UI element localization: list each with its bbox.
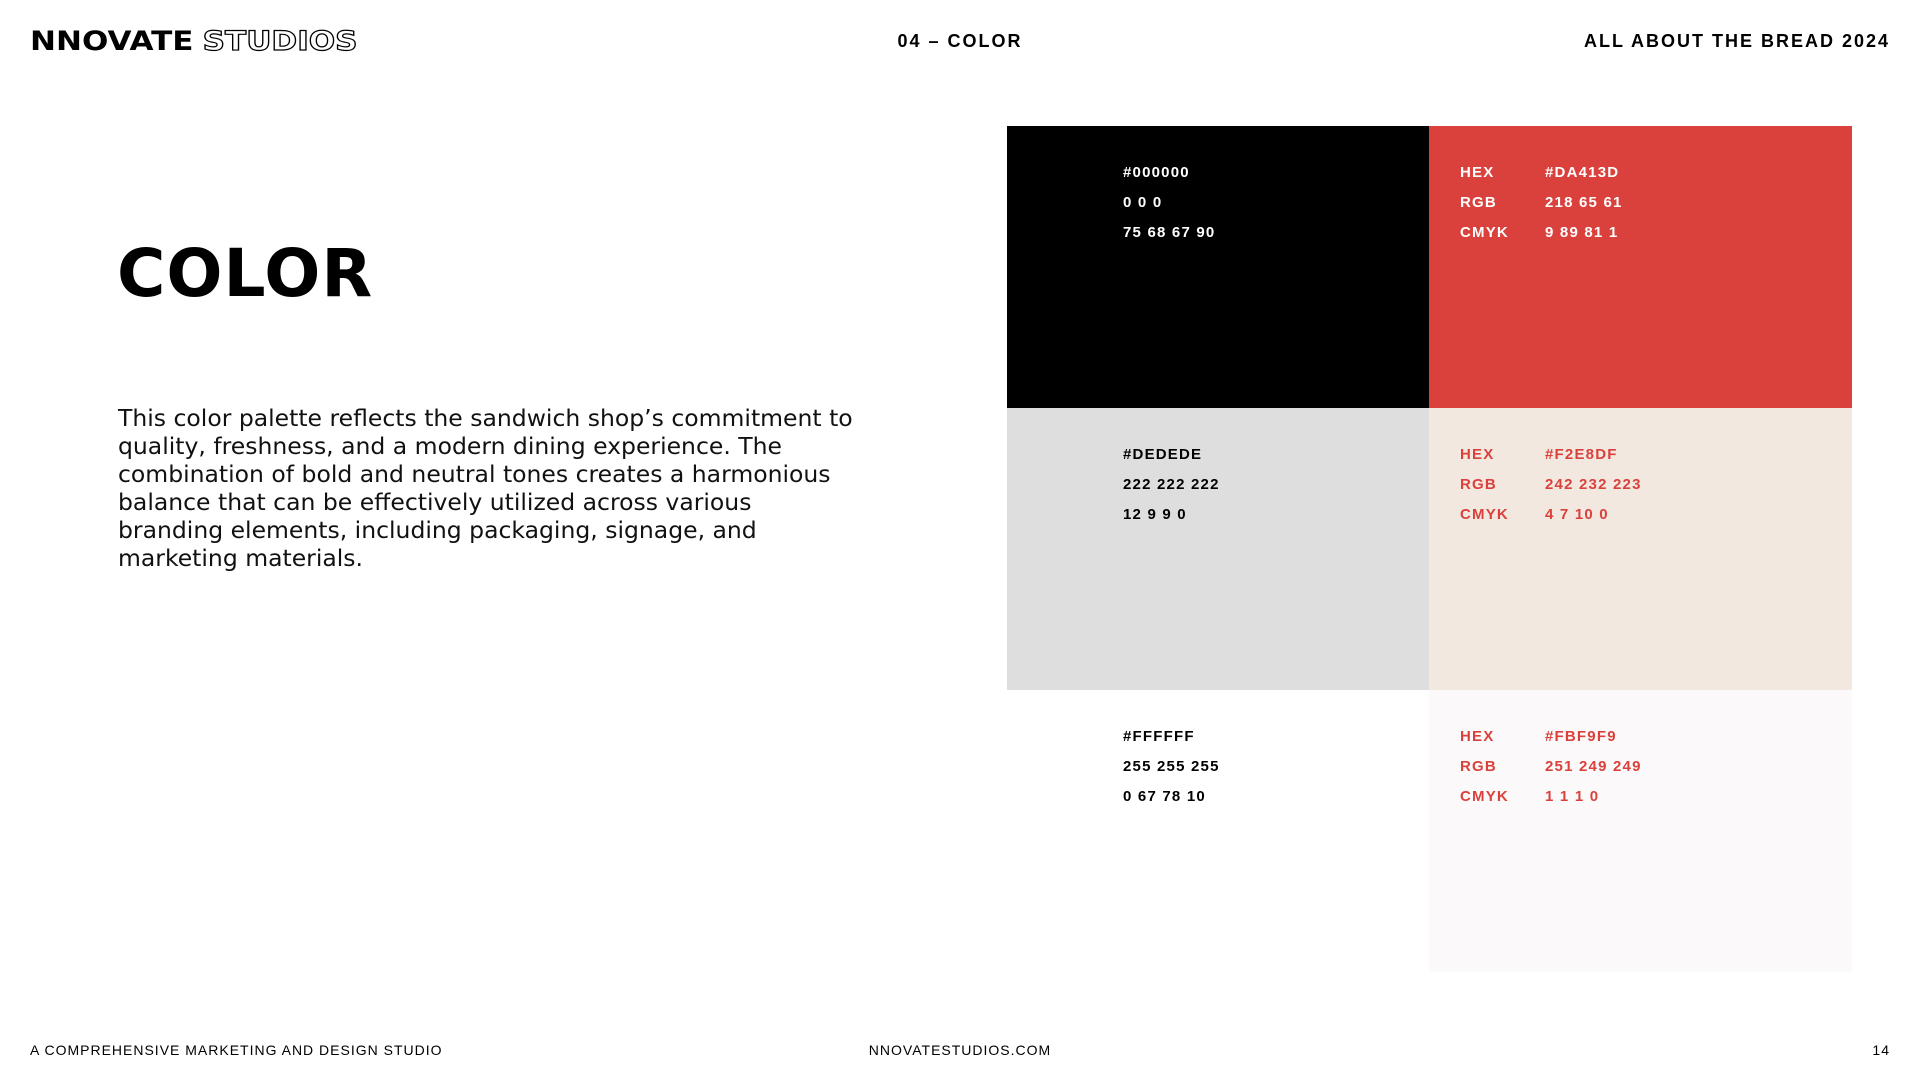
swatch-cmyk-value: 9 89 81 1 [1545, 223, 1619, 241]
swatch-hex-row [1123, 157, 1429, 187]
hex-label: HEX [1460, 445, 1495, 463]
swatch-cmyk-value: 1 1 1 0 [1545, 787, 1600, 805]
swatch-rgb-value: 251 249 249 [1545, 757, 1642, 775]
swatch-rgb-value: 222 222 222 [1123, 475, 1220, 493]
swatch-rgb-row [1460, 751, 1852, 781]
swatch-hex-value: #FBF9F9 [1545, 727, 1617, 745]
swatch-black [1007, 126, 1429, 408]
swatch-cmyk-row [1460, 217, 1852, 247]
page-header [30, 26, 1890, 56]
swatch-rgb-row [1460, 469, 1852, 499]
swatch-rgb-row [1123, 751, 1429, 781]
page-number: 14 [1872, 1042, 1890, 1058]
swatch-hex-row [1460, 157, 1852, 187]
brand-logo-outline: STUDIOS [202, 25, 358, 57]
swatch-white [1007, 690, 1429, 972]
swatch-rgb-value: 242 232 223 [1545, 475, 1642, 493]
swatch-cmyk-value: 12 9 9 0 [1123, 505, 1187, 523]
swatch-cmyk-value: 0 67 78 10 [1123, 787, 1206, 805]
swatch-hex-value: #F2E8DF [1545, 445, 1618, 463]
swatch-rgb-value: 218 65 61 [1545, 193, 1623, 211]
section-label: 04 – COLOR [897, 30, 1023, 51]
swatch-rgb-value: 255 255 255 [1123, 757, 1220, 775]
swatch-hex-row [1123, 721, 1429, 751]
brand-logo [30, 26, 358, 57]
swatch-hex-row [1460, 439, 1852, 469]
swatch-cmyk-row [1460, 781, 1852, 811]
rgb-label: RGB [1460, 757, 1497, 775]
color-palette-grid [1007, 126, 1852, 972]
rgb-label: RGB [1460, 193, 1497, 211]
document-title: ALL ABOUT THE BREAD 2024 [1583, 30, 1890, 51]
rgb-label: RGB [1460, 475, 1497, 493]
swatch-hex-row [1460, 721, 1852, 751]
hex-label: HEX [1460, 163, 1495, 181]
swatch-rgb-value: 0 0 0 [1123, 193, 1163, 211]
footer-tagline: A COMPREHENSIVE MARKETING AND DESIGN STUDIO [30, 1042, 443, 1058]
swatch-cmyk-value: 4 7 10 0 [1545, 505, 1609, 523]
swatch-rgb-row [1123, 469, 1429, 499]
brand-logo-strong: NNOVATE [30, 25, 194, 57]
cmyk-label: CMYK [1460, 223, 1509, 241]
swatch-hex-value: #DA413D [1545, 163, 1620, 181]
swatch-light-gray [1007, 408, 1429, 690]
footer-website: NNOVATESTUDIOS.COM [868, 1042, 1052, 1058]
swatch-cmyk-value: 75 68 67 90 [1123, 223, 1216, 241]
page-heading: COLOR [117, 235, 374, 312]
swatch-rgb-row [1460, 187, 1852, 217]
swatch-rgb-row [1123, 187, 1429, 217]
swatch-cmyk-row [1460, 499, 1852, 529]
swatch-hex-row [1123, 439, 1429, 469]
page-footer [30, 1038, 1890, 1062]
swatch-off-white [1429, 690, 1852, 972]
swatch-hex-value: #FFFFFF [1123, 727, 1195, 745]
swatch-hex-value: #000000 [1123, 163, 1190, 181]
cmyk-label: CMYK [1460, 505, 1509, 523]
swatch-cmyk-row [1123, 781, 1429, 811]
swatch-cmyk-row [1123, 499, 1429, 529]
swatch-beige [1429, 408, 1852, 690]
swatch-cmyk-row [1123, 217, 1429, 247]
hex-label: HEX [1460, 727, 1495, 745]
cmyk-label: CMYK [1460, 787, 1509, 805]
swatch-hex-value: #DEDEDE [1123, 445, 1203, 463]
palette-description: This color palette reflects the sandwich shop’s commitment to quality, freshness, and a modern dining experience. The combination of bold and neutral tones creates a harmonious balance that can be effectively utilized across various branding elements, including packaging, signage, and marketing materials. [118, 404, 853, 572]
swatch-red [1429, 126, 1852, 408]
